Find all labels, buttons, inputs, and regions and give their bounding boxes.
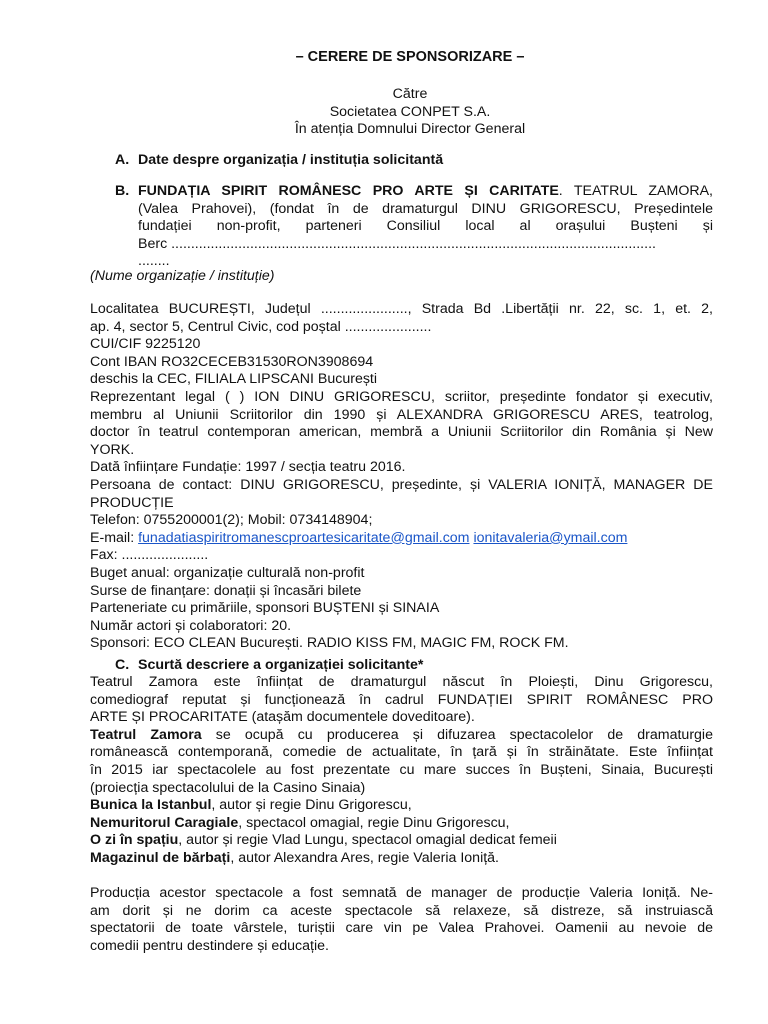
section-b-line: (Valea Prahovei), (fondat în de dramaturgul DINU GRIGORESCU, Președintele	[138, 200, 713, 217]
actors-field: Număr actori și colaboratori: 20.	[90, 617, 292, 634]
legal-rep-line: Reprezentant legal ( ) ION DINU GRIGORESCU, scriitor, președinte fondator și executiv,	[90, 388, 713, 405]
email-row: E-mail: funadatiaspiritromanescproartesicaritate@gmail.com ionitavaleria@ymail.com	[90, 529, 628, 546]
address-line: Localitatea BUCUREȘTI, Județul ......................, Strada Bd .Libertății nr. 22, sc. 1, et. 2,	[90, 301, 713, 317]
show-title: O zi în spațiu	[90, 832, 179, 849]
founded-field: Dată înființare Fundație: 1997 / secția teatru 2016.	[90, 459, 406, 476]
contact-line: Persoana de contact: DINU GRIGORESCU, președinte, și VALERIA IONIȚĂ, MANAGER DE	[90, 476, 713, 493]
section-b-line: ........	[138, 253, 170, 270]
section-c-body	[90, 674, 713, 956]
foundation-name: FUNDAȚIA SPIRIT ROMÂNESC PRO ARTE ȘI CARITATE	[138, 183, 559, 199]
paragraph-line: spectatorii de toate vârstele, turiștii care vin pe Valea Prahovei. Oamenii au nevoie de	[90, 920, 713, 937]
paragraph-line: comediograf reputat și funcționează în cadrul FUNDAȚIEI SPIRIT ROMÂNESC PRO	[90, 691, 713, 708]
section-a-heading	[115, 152, 443, 170]
show-item: Magazinul de bărbați, autor Alexandra Ares, regie Valeria Ioniță.	[90, 849, 499, 866]
paragraph-line: am dorit și ne dorim ca aceste spectacole să relaxeze, să distreze, să instruiască	[90, 902, 713, 919]
show-item: O zi în spațiu, autor și regie Vlad Lungu, spectacol omagial dedicat femeii	[90, 832, 557, 849]
section-a-label: A.	[115, 152, 130, 168]
legal-rep-line: doctor în teatrul contemporan american, membră a Uniunii Scriitorilor din România și New	[90, 424, 713, 441]
bank-field: deschis la CEC, FILIALA LIPSCANI București	[90, 371, 378, 388]
paragraph-line: Teatrul Zamora este înființat de dramaturgul născut în Ploiești, Dinu Grigorescu,	[90, 674, 713, 690]
section-b-label: B.	[115, 183, 130, 199]
section-b-line: Berc ...........................................................................................................................	[138, 235, 656, 252]
iban-field: Cont IBAN RO32CECEB31530RON3908694	[90, 353, 374, 370]
paragraph-spacer	[90, 868, 713, 886]
section-b	[115, 183, 713, 271]
theatre-name: Teatrul Zamora	[90, 726, 202, 743]
paragraph-line: Producția acestor spectacole a fost semnată de manager de producție Valeria Ioniță. Ne-	[90, 885, 713, 902]
section-c-label: C.	[115, 657, 130, 673]
document-title: – CERERE DE SPONSORIZARE –	[295, 49, 525, 65]
recipient-block	[0, 86, 768, 139]
section-c-heading	[115, 657, 423, 675]
show-title: Magazinul de bărbați	[90, 849, 231, 866]
show-item: Nemuritorul Caragiale, spectacol omagial, regie Dinu Grigorescu,	[90, 814, 510, 831]
contact-line: PRODUCȚIE	[90, 494, 174, 511]
paragraph-line: (proiecția spectacolului de la Casino Sinaia)	[90, 779, 366, 796]
section-b-line: FUNDAȚIA SPIRIT ROMÂNESC PRO ARTE ȘI CARITATE. TEATRUL ZAMORA,	[138, 183, 713, 199]
paragraph-line: ARTE ȘI PROCARITATE (atașăm documentele doveditoare).	[90, 709, 475, 726]
recipient-attention: În atenția Domnului Director General	[294, 121, 526, 138]
cui-field: CUI/CIF 9225120	[90, 336, 201, 353]
recipient-company: Societatea CONPET S.A.	[329, 103, 491, 120]
sponsors-field: Sponsori: ECO CLEAN București. RADIO KISS FM, MAGIC FM, ROCK FM.	[90, 635, 569, 652]
paragraph-line: în 2015 iar spectacolele au fost prezentate cu mare succes în Bușteni, Sinaia, București	[90, 761, 713, 778]
legal-rep-line: YORK.	[90, 441, 135, 458]
section-b-line: fundației non-profit, parteneri Consiliul local al orașului Bușteni și	[138, 218, 713, 235]
paragraph-line: Teatrul Zamora se ocupă cu producerea și difuzarea spectacolelor de dramaturgie	[90, 726, 713, 743]
address-line: ap. 4, sector 5, Centrul Civic, cod poștal ......................	[90, 318, 432, 335]
funding-field: Surse de finanțare: donații și încasări bilete	[90, 582, 362, 599]
org-name-hint: (Nume organizație / instituție)	[90, 268, 275, 284]
paragraph-line: românească contemporană, comedie de actualitate, în țară și în străinătate. Este înființat	[90, 744, 713, 761]
email-link-foundation[interactable]: funadatiaspiritromanescproartesicaritate@gmail.com	[138, 529, 470, 546]
section-a-text: Date despre organizația / instituția solicitantă	[138, 152, 444, 168]
paragraph-line: comedii pentru destindere și educație.	[90, 937, 329, 954]
show-title: Nemuritorul Caragiale	[90, 814, 239, 831]
email-link-ionita[interactable]: ionitavaleria@ymail.com	[473, 529, 628, 546]
show-item: Bunica la Istanbul, autor și regie Dinu Grigorescu,	[90, 797, 412, 814]
partners-field: Parteneriate cu primăriile, sponsori BUȘTENI și SINAIA	[90, 600, 440, 617]
section-b-text	[138, 183, 713, 271]
phone-field: Telefon: 0755200001(2); Mobil: 0734148904;	[90, 512, 373, 529]
fax-field: Fax: ......................	[90, 547, 209, 564]
legal-rep-line: membru al Uniunii Scriitorilor din 1990 și ALEXANDRA GRIGORESCU ARES, teatrolog,	[90, 406, 713, 423]
organization-details	[90, 301, 713, 653]
section-c-text: Scurtă descriere a organizației solicitante*	[138, 657, 424, 673]
recipient-line: Către	[392, 86, 428, 102]
budget-field: Buget anual: organizație culturală non-profit	[90, 564, 365, 581]
show-title: Bunica la Istanbul	[90, 797, 212, 814]
